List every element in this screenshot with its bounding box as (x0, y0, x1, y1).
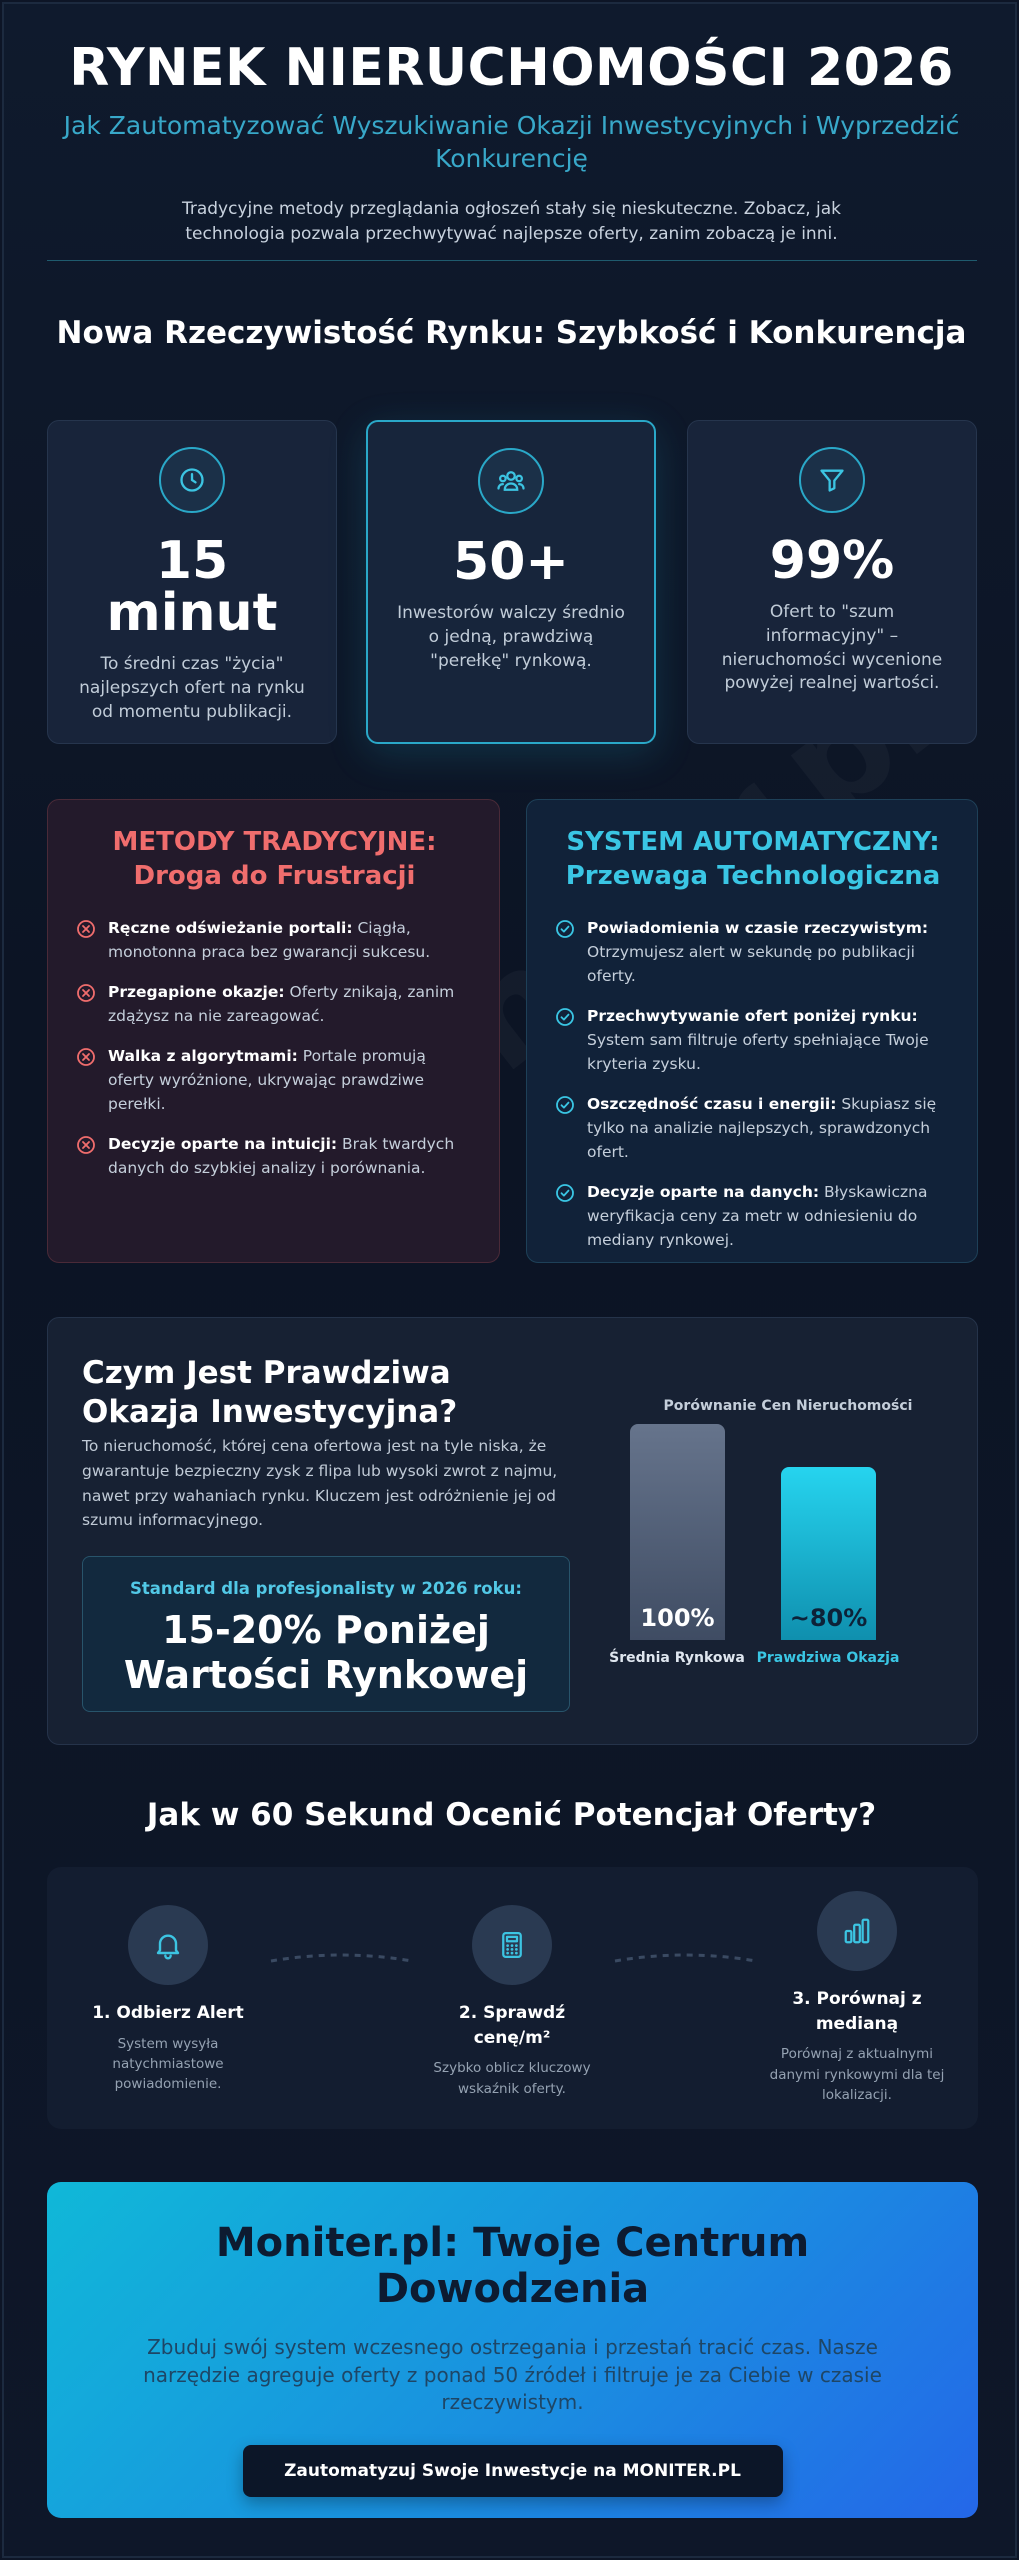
bar-chart-icon (817, 1891, 897, 1971)
automatic-system-card (526, 799, 978, 1263)
list-item-detail: Ciągła, monotonna praca bez gwarancji sukcesu. (108, 918, 431, 961)
traditional-methods-card (47, 799, 500, 1263)
list-item-detail: System sam filtruje oferty spełniające Twoje kryteria zysku. (587, 1030, 929, 1073)
cta-title: Moniter.pl: Twoje Centrum Dowodzenia (215, 2220, 810, 2312)
step-description: Porównaj z aktualnymi danymi rynkowymi dla tej lokalizacji. (769, 2046, 945, 2103)
list-item-bold: Decyzje oparte na intuicji: (108, 1134, 338, 1153)
x-circle-icon (76, 919, 96, 939)
traditional-list (76, 916, 473, 1180)
chart-category-label: Średnia Rynkowa (609, 1650, 745, 1666)
filter-icon (799, 447, 865, 513)
step-alert (68, 1905, 268, 2094)
step-price (412, 1905, 612, 2099)
check-circle-icon (555, 1007, 575, 1027)
list-item-bold: Przechwytywanie ofert poniżej rynku: (587, 1006, 918, 1025)
chart-title: Porównanie Cen Nieruchomości (663, 1398, 913, 1414)
x-circle-icon (76, 1135, 96, 1155)
stat-description: Ofert to "szum informacyjny" – nieruchomości wycenione powyżej realnej wartości. (721, 602, 943, 694)
list-item-text (108, 916, 473, 964)
x-circle-icon (76, 983, 96, 1003)
page-subtitle: Jak Zautomatyzować Wyszukiwanie Okazji Inwestycyjnych i Wyprzedzić Konkurencję (63, 111, 960, 173)
step-connector (269, 1949, 414, 1969)
chart-data-label: 100% (640, 1604, 715, 1632)
list-item (555, 1004, 951, 1076)
stat-card-investors (366, 420, 656, 744)
chart-bar (781, 1467, 876, 1640)
automatic-title: SYSTEM AUTOMATYCZNY: Przewaga Technologiczna (565, 827, 941, 891)
intro-text: Tradycyjne metody przeglądania ogłoszeń stały się nieskuteczne. Zobacz, jak technologia pozwala przechwytywać najlepsze oferty, zanim zobaczą je inni. (181, 199, 842, 244)
standard-label: Standard dla profesjonalisty w 2026 roku: (130, 1579, 522, 1598)
opportunity-title: Czym Jest Prawdziwa Okazja Inwestycyjna? (82, 1355, 458, 1430)
list-item-text (108, 980, 473, 1028)
x-circle-icon (76, 1047, 96, 1067)
stat-value: 99% (769, 531, 895, 591)
cta-text: Zbuduj swój system wczesnego ostrzegania i przestań tracić czas. Nasze narzędzie agreguje oferty z ponad 50 źródeł i filtruje je za Ciebie w czasie rzeczywistym. (143, 2335, 882, 2415)
stat-description: To średni czas "życia" najlepszych ofert na rynku od momentu publikacji. (79, 654, 305, 722)
list-item-detail: Skupiasz się tylko na analizie najlepszych, sprawdzonych ofert. (587, 1094, 937, 1161)
step-title: 2. Sprawdź cenę/m² (458, 2003, 566, 2048)
step-title: 1. Odbierz Alert (92, 2003, 244, 2023)
check-circle-icon (555, 919, 575, 939)
calculator-icon (472, 1905, 552, 1985)
chart-data-label: ~80% (789, 1604, 868, 1632)
step-connector (613, 1949, 758, 1969)
list-item (76, 916, 473, 964)
step-description: Szybko oblicz kluczowy wskaźnik oferty. (433, 2060, 591, 2097)
users-icon (478, 448, 544, 514)
header (4, 38, 1017, 246)
list-item-text (587, 1180, 951, 1252)
automatic-list (555, 916, 951, 1252)
list-item-text (587, 916, 951, 988)
step-title: 3. Porównaj z medianą (792, 1989, 922, 2034)
list-item-bold: Oszczędność czasu i energii: (587, 1094, 837, 1113)
list-item-bold: Walka z algorytmami: (108, 1046, 298, 1065)
list-item-detail: Oferty znikają, zanim zdążysz na nie zareagować. (108, 982, 455, 1025)
list-item-detail: Brak twardych danych do szybkiej analizy i porównania. (108, 1134, 455, 1177)
chart-bar (630, 1424, 725, 1640)
opportunity-text: To nieruchomość, której cena ofertowa jest na tyle niska, że gwarantuje bezpieczny zysk z flipa lub wysoki zwrot z najmu, nawet przy wahaniach rynku. Kluczem jest odróżnienie jej od szumu informacyjnego. (82, 1437, 558, 1530)
cta-panel (47, 2182, 978, 2518)
step-median (757, 1891, 957, 2105)
list-item-text (587, 1004, 951, 1076)
list-item (555, 916, 951, 988)
stat-value: 50+ (453, 532, 569, 592)
list-item-text (108, 1044, 473, 1116)
list-item-text (587, 1092, 951, 1164)
steps-section-title: Jak w 60 Sekund Ocenić Potencjał Oferty? (146, 1797, 877, 1833)
list-item-detail: Błyskawiczna weryfikacja ceny za metr w odniesieniu do mediany rynkowej. (587, 1182, 928, 1249)
list-item (555, 1092, 951, 1164)
stat-description: Inwestorów walczy średnio o jedną, prawdziwą "perełkę" rynkową. (397, 603, 625, 671)
list-item-bold: Decyzje oparte na danych: (587, 1182, 820, 1201)
market-section-title: Nowa Rzeczywistość Rynku: Szybkość i Konkurencja (56, 315, 967, 351)
list-item (76, 980, 473, 1028)
list-item-bold: Powiadomienia w czasie rzeczywistym: (587, 918, 929, 937)
standard-box (82, 1556, 570, 1712)
chart-category-label: Prawdziwa Okazja (756, 1650, 900, 1666)
steps-panel (47, 1867, 978, 2129)
list-item-bold: Ręczne odświeżanie portali: (108, 918, 353, 937)
page-title: RYNEK NIERUCHOMOŚCI 2026 (69, 38, 954, 98)
check-circle-icon (555, 1095, 575, 1115)
list-item-bold: Przegapione okazje: (108, 982, 285, 1001)
clock-icon (159, 447, 225, 513)
header-divider (47, 260, 977, 261)
list-item-detail: Portale promują oferty wyróżnione, ukrywając prawdziwe perełki. (108, 1046, 426, 1113)
list-item-text (108, 1132, 473, 1180)
stat-value: 15 minut (106, 531, 278, 643)
list-item-detail: Otrzymujesz alert w sekundę po publikacji oferty. (587, 942, 915, 985)
cta-button[interactable]: Zautomatyzuj Swoje Inwestycje na MONITER.PL (243, 2445, 783, 2497)
list-item (76, 1044, 473, 1116)
traditional-title: METODY TRADYCYJNE: Droga do Frustracji (112, 827, 437, 891)
bell-icon (128, 1905, 208, 1985)
stat-card-time (47, 420, 337, 744)
check-circle-icon (555, 1183, 575, 1203)
infographic (2, 2, 1017, 2558)
standard-value: 15-20% Poniżej Wartości Rynkowej (123, 1608, 529, 1697)
stat-card-noise (687, 420, 977, 744)
step-description: System wysyła natychmiastowe powiadomienie. (112, 2035, 224, 2093)
opportunity-section (47, 1317, 978, 1745)
list-item (76, 1132, 473, 1180)
list-item (555, 1180, 951, 1252)
